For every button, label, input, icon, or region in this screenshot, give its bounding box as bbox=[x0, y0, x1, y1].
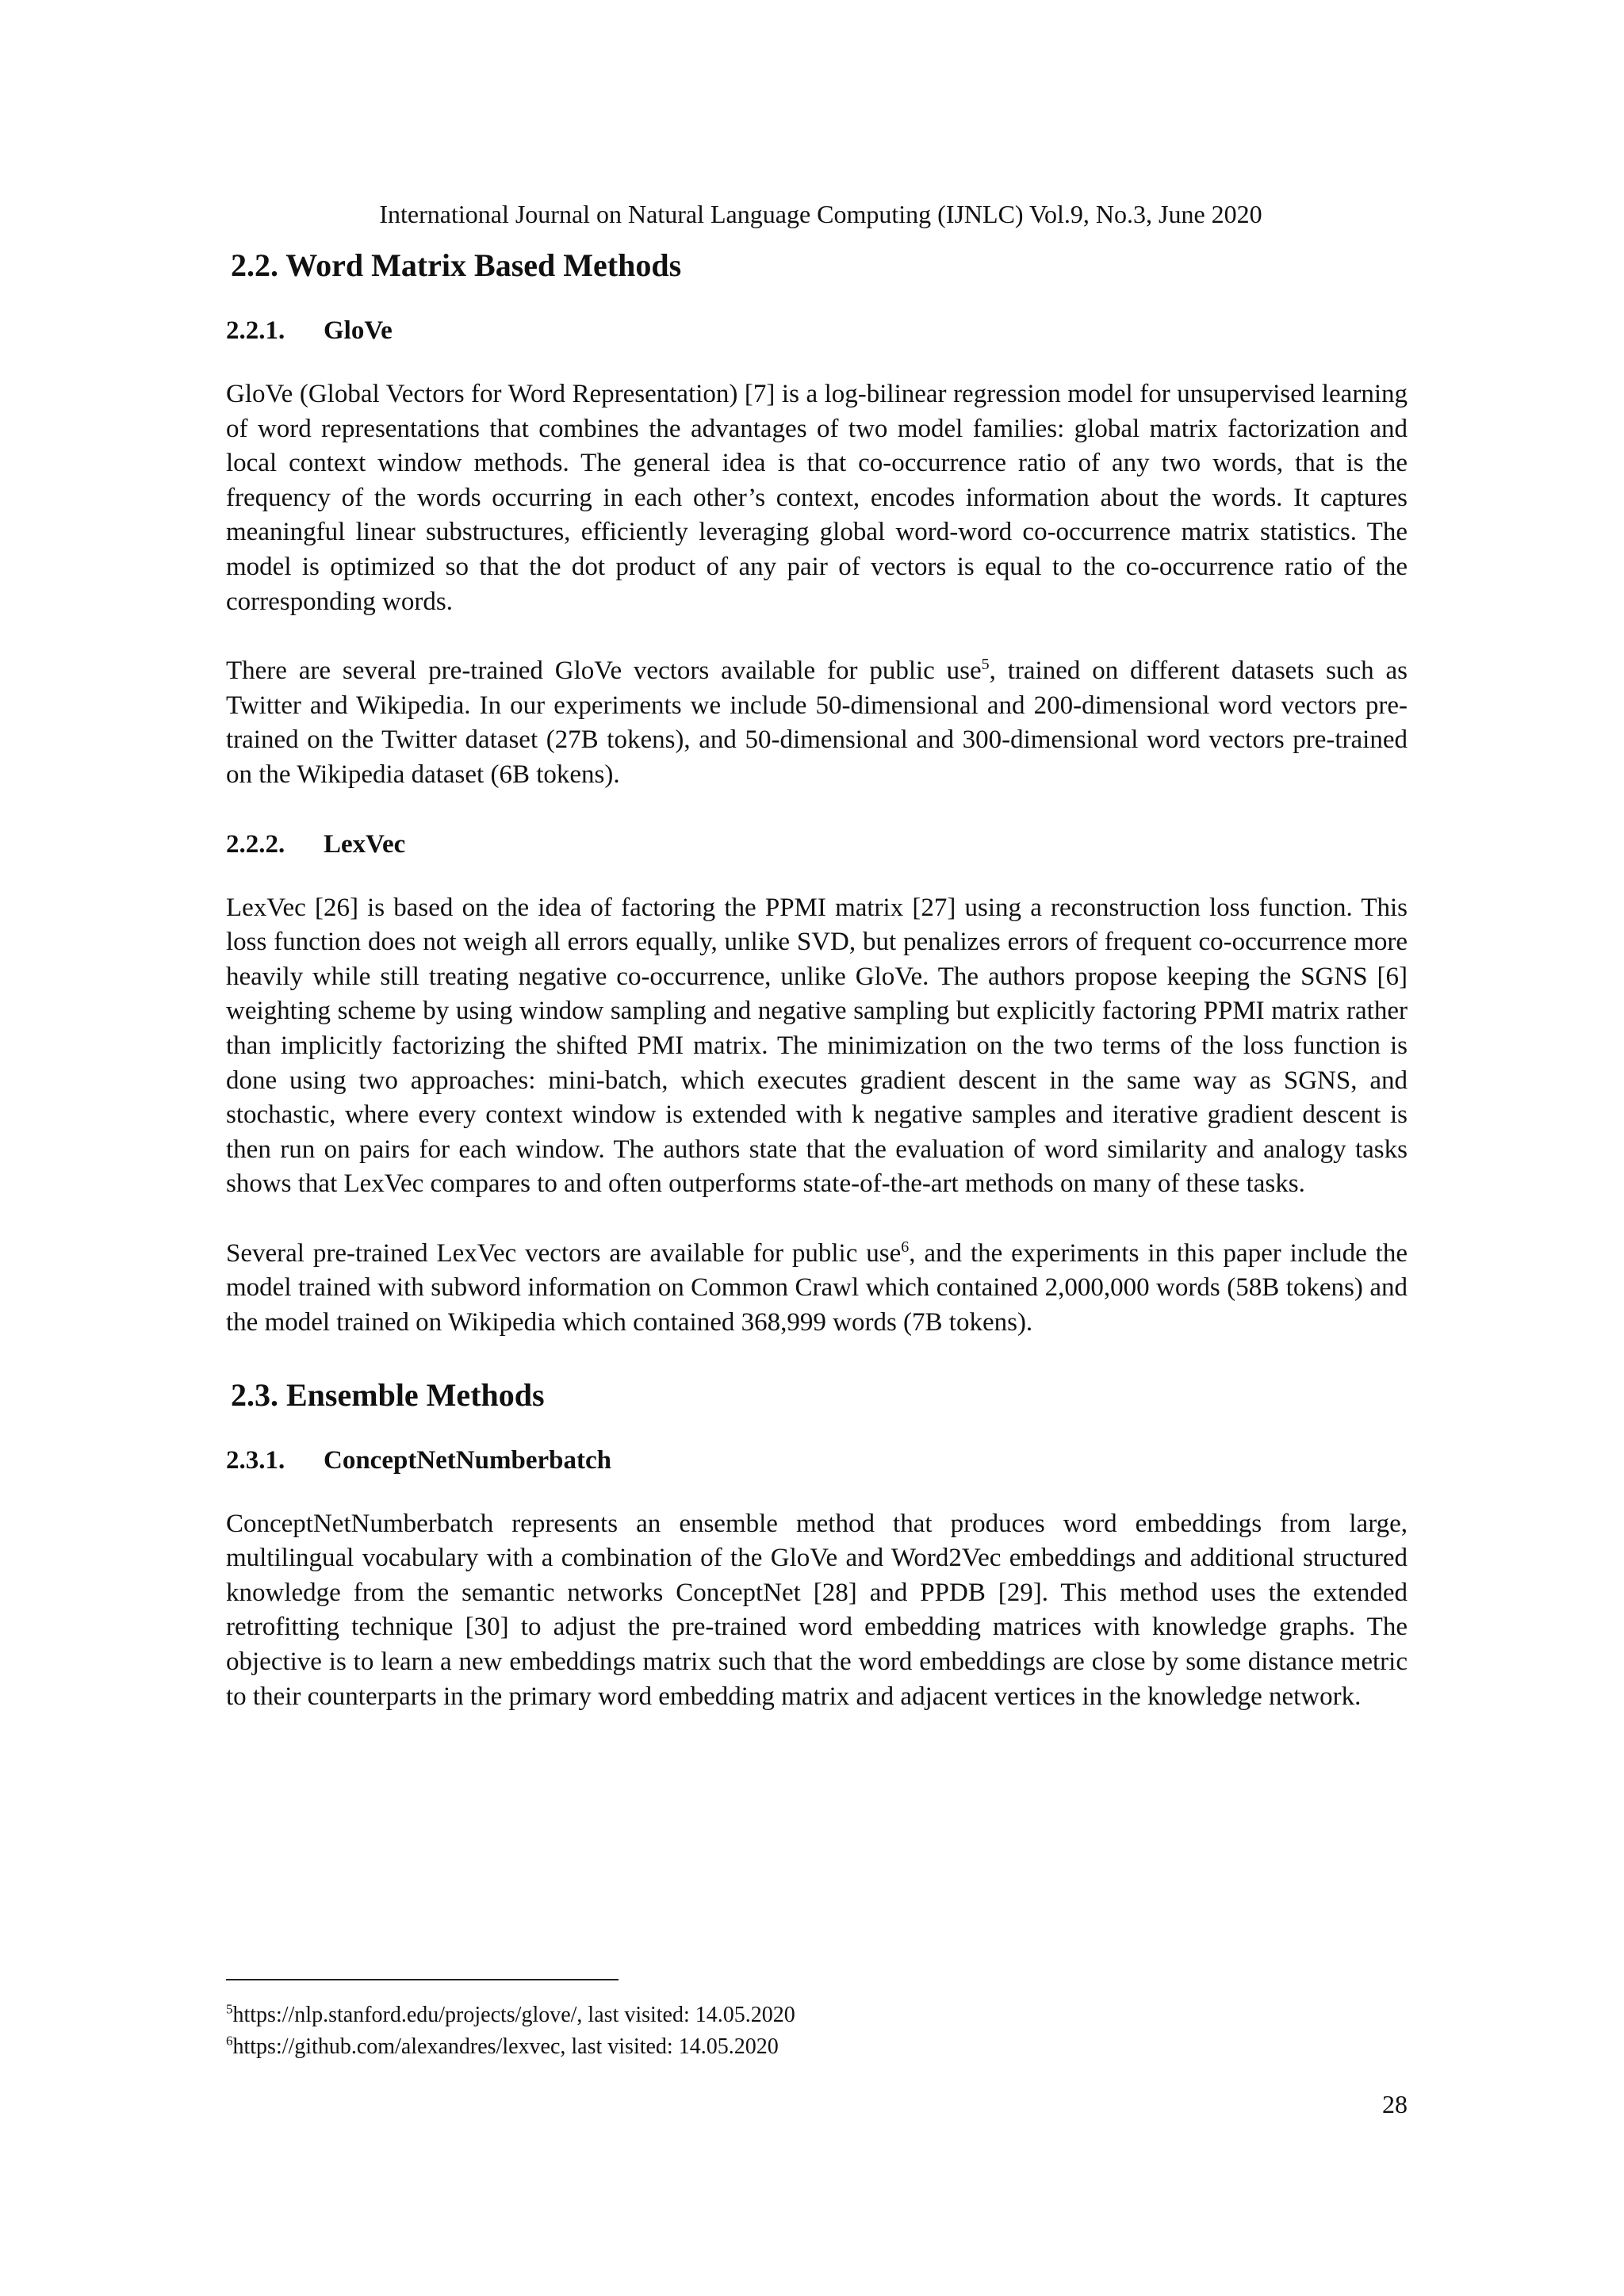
paragraph-text: Several pre-trained LexVec vectors are available for public use bbox=[226, 1238, 902, 1268]
subsection-heading-lexvec bbox=[226, 828, 1408, 861]
paragraph-text: , trained on different datasets such as Twitter and Wikipedia. In our experiments we include 50-dimensional and 200-dimensional word vectors pre-trained on the Twitter dataset (27B tokens), and 50-dimensional and 300-dimensional word vectors pre-trained on the Wikipedia dataset (6B tokens). bbox=[226, 656, 1408, 789]
page-number: 28 bbox=[1382, 2090, 1408, 2118]
glove-paragraph-2 bbox=[226, 654, 1408, 792]
subsection-number: 2.3.1. bbox=[226, 1445, 285, 1475]
footnote-6 bbox=[226, 2031, 1408, 2063]
paragraph-text: , and the experiments in this paper include the model trained with subword information on Common Crawl which contained 2,000,000 words (58B tokens) and the model trained on Wikipedia which contained 368,999 words (7B tokens). bbox=[226, 1238, 1408, 1337]
running-header bbox=[226, 198, 1415, 230]
main-content bbox=[226, 246, 1408, 1749]
section-heading-ensemble: 2.3. Ensemble Methods bbox=[231, 1376, 545, 1413]
footnote-mark: 6 bbox=[226, 2033, 233, 2049]
footnote-mark: 5 bbox=[226, 2001, 233, 2017]
subsection-heading-glove bbox=[226, 314, 1408, 347]
section-heading-word-matrix: 2.2. Word Matrix Based Methods bbox=[231, 247, 682, 283]
footnote-marker: 6 bbox=[901, 1238, 910, 1256]
footnote-5 bbox=[226, 1999, 1408, 2031]
lexvec-paragraph-2 bbox=[226, 1237, 1408, 1341]
subsection-title: GloVe bbox=[324, 316, 393, 345]
subsection-title: LexVec bbox=[324, 829, 406, 859]
journal-header-text: International Journal on Natural Language Computing (IJNLC) Vol.9, No.3, June 2020 bbox=[379, 200, 1262, 228]
paragraph-text: There are several pre-trained GloVe vectors available for public use bbox=[226, 656, 982, 686]
lexvec-paragraph-1: LexVec [26] is based on the idea of factoring the PPMI matrix [27] using a reconstruction loss function. This loss function does not weigh all errors equally, unlike SVD, but penalizes errors of frequent co-occurrence more heavily while still treating negative co-occurrence, unlike GloVe. The authors propose keeping the SGNS [6] weighting scheme by using window sampling and negative sampling but explicitly factoring PPMI matrix rather than implicitly factorizing the shifted PMI matrix. The minimization on the two terms of the loss function is done using two approaches: mini-batch, which executes gradient descent in the same way as SGNS, and stochastic, where every context window is extended with k negative samples and iterative gradient descent is then run on pairs for each window. The authors state that the evaluation of word similarity and analogy tasks shows that LexVec compares to and often outperforms state-of-the-art methods on many of these tasks. bbox=[226, 893, 1408, 1199]
footnote-marker: 5 bbox=[981, 656, 990, 674]
subsection-number: 2.2.1. bbox=[226, 316, 285, 345]
glove-paragraph-1: GloVe (Global Vectors for Word Representation) [7] is a log-bilinear regression model for unsupervised learning of word representations that combines the advantages of two model families: global matrix factorization and local context window methods. The general idea is that co-occurrence ratio of any two words, that is the frequency of the words occurring in each other’s context, encodes information about the words. It captures meaningful linear substructures, efficiently leveraging global word-word co-occurrence matrix statistics. The model is optimized so that the dot product of any pair of vectors is equal to the co-occurrence ratio of the corresponding words. bbox=[226, 380, 1408, 616]
subsection-heading-conceptnet bbox=[226, 1444, 1408, 1477]
footnotes bbox=[226, 1979, 1408, 2063]
footnote-text: https://github.com/alexandres/lexvec, last visited: 14.05.2020 bbox=[232, 2034, 779, 2059]
conceptnet-paragraph-1: ConceptNetNumberbatch represents an ensemble method that produces word embeddings from large, multilingual vocabulary with a combination of the GloVe and Word2Vec embeddings and additional structured knowledge from the semantic networks ConceptNet [28] and PPDB [29]. This method uses the extended retrofitting technique [30] to adjust the pre-trained word embedding matrices with knowledge graphs. The objective is to learn a new embeddings matrix such that the word embeddings are close by some distance metric to their counterparts in the primary word embedding matrix and adjacent vertices in the knowledge network. bbox=[226, 1509, 1408, 1711]
footnote-separator bbox=[226, 1979, 619, 1980]
subsection-title: ConceptNetNumberbatch bbox=[324, 1445, 611, 1475]
subsection-number: 2.2.2. bbox=[226, 829, 285, 859]
footnote-text: https://nlp.stanford.edu/projects/glove/, last visited: 14.05.2020 bbox=[232, 2003, 795, 2027]
